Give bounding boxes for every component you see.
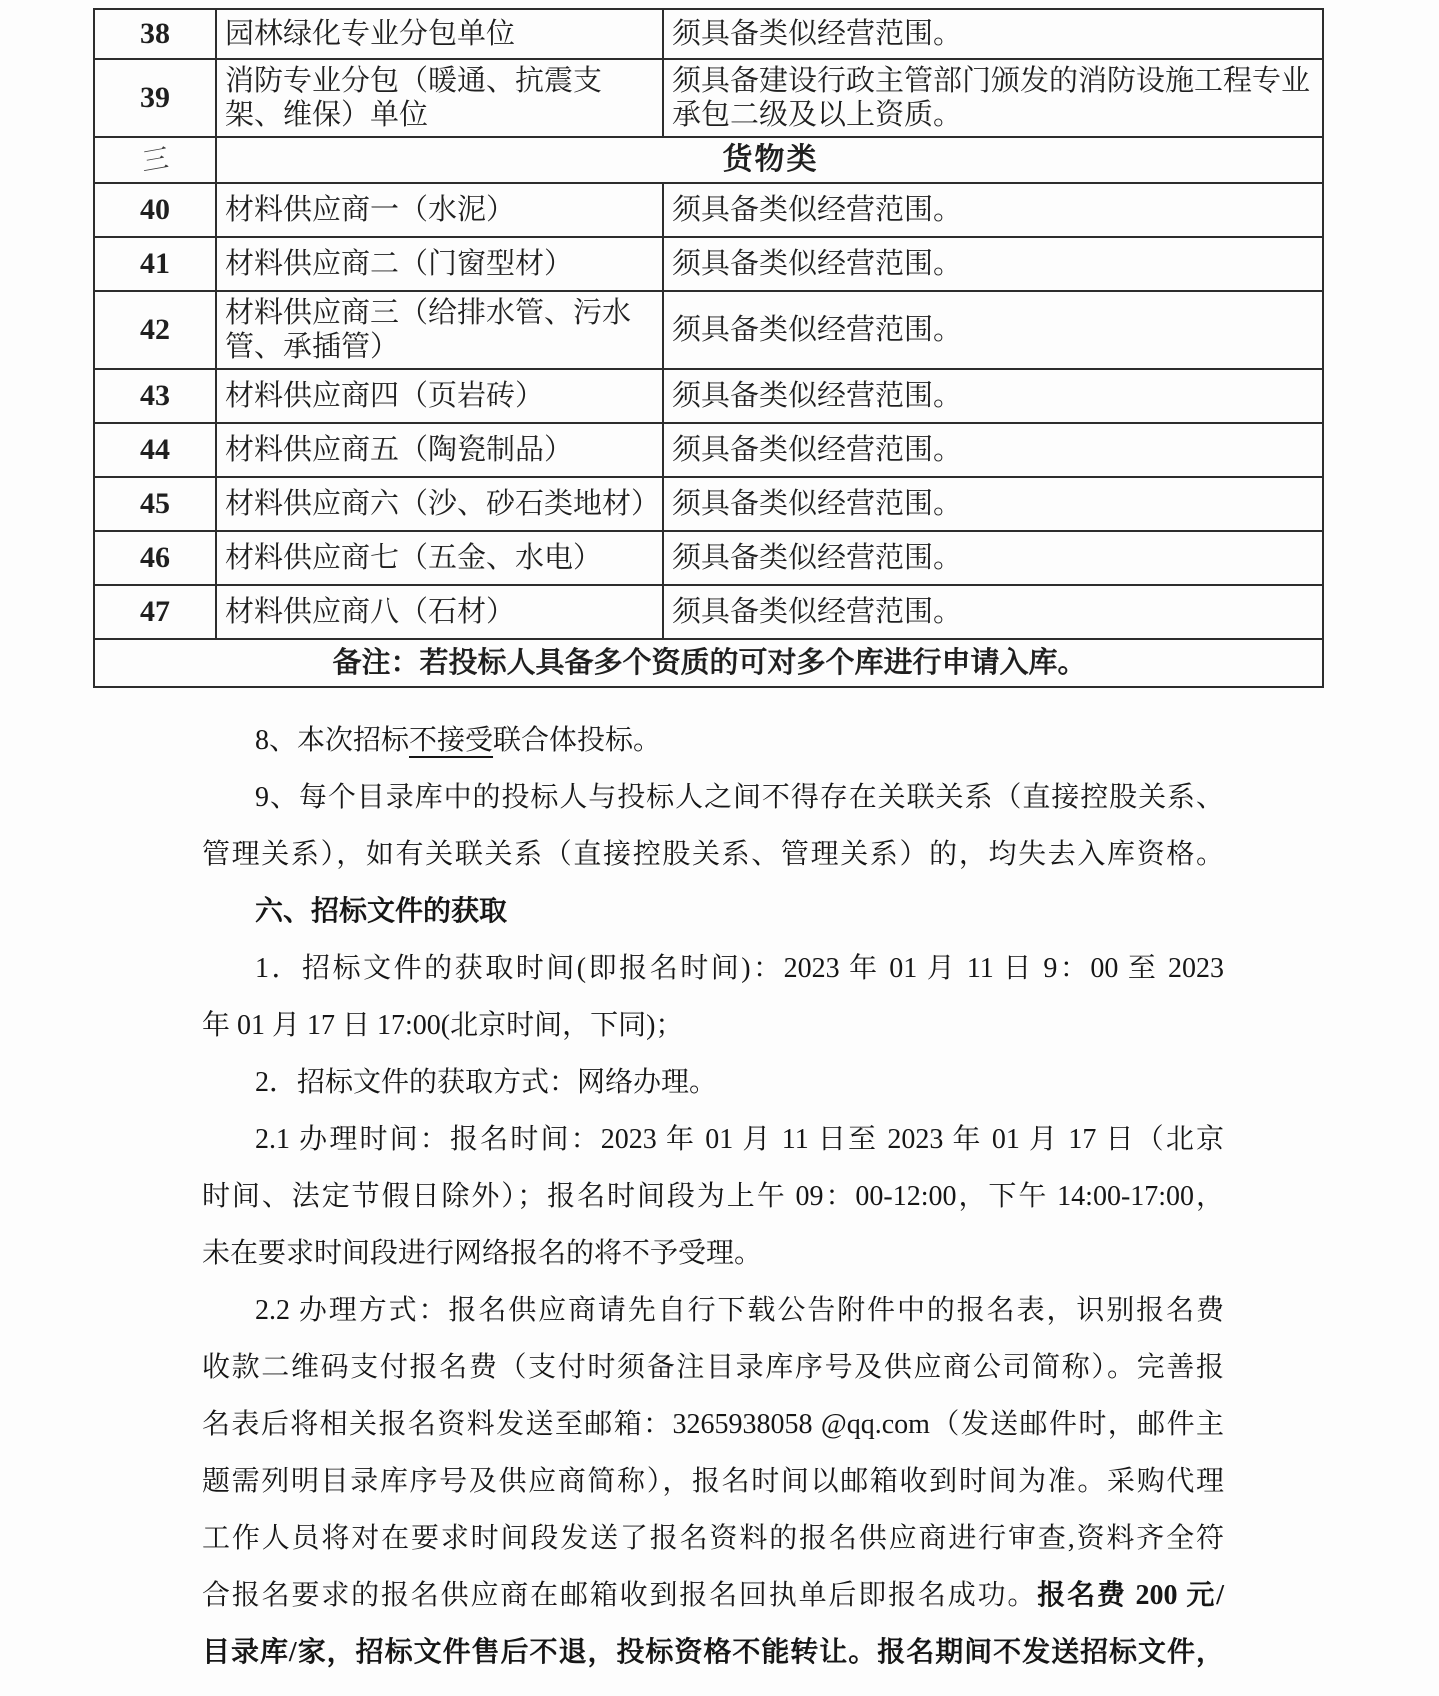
table-row bbox=[94, 477, 1323, 531]
text-line bbox=[202, 826, 1224, 883]
row-requirement-cell: 须具备类似经营范围。 bbox=[663, 183, 1323, 237]
table-row bbox=[94, 183, 1323, 237]
text-line bbox=[202, 1282, 1224, 1339]
text-line bbox=[202, 1510, 1224, 1567]
text-line bbox=[202, 712, 1224, 769]
table-row bbox=[94, 639, 1323, 687]
bold-text: 目录库/家，招标文件售后不退，投标资格不能转让。报名期间不发送招标文件， bbox=[202, 1637, 1224, 1668]
row-requirement-cell: 须具备类似经营范围。 bbox=[663, 237, 1323, 291]
row-number-cell: 44 bbox=[94, 423, 216, 477]
row-number-cell: 42 bbox=[94, 291, 216, 369]
row-number-cell: 41 bbox=[94, 237, 216, 291]
row-requirement-cell: 须具备类似经营范围。 bbox=[663, 585, 1323, 639]
text-segment: 1．招标文件的获取时间(即报名时间)：2023 年 01 月 11 日 9：00 至 2023 bbox=[255, 953, 1224, 984]
text-line bbox=[202, 997, 1224, 1054]
text-segment: 时间、法定节假日除外）；报名时间段为上午 09：00-12:00，下午 14:00-17:00， bbox=[202, 1181, 1224, 1212]
qualification-table-body bbox=[94, 9, 1323, 687]
text-line bbox=[202, 1396, 1224, 1453]
row-number-cell: 47 bbox=[94, 585, 216, 639]
table-row bbox=[94, 369, 1323, 423]
text-segment: 未在要求时间段进行网络报名的将不予受理。 bbox=[202, 1238, 763, 1269]
row-name-cell: 材料供应商三（给排水管、污水管、承插管） bbox=[216, 291, 663, 369]
text-segment: 2.2 办理方式：报名供应商请先自行下载公告附件中的报名表，识别报名费 bbox=[255, 1295, 1224, 1326]
text-segment: 管理关系），如有关联关系（直接控股关系、管理关系）的，均失去入库资格。 bbox=[202, 839, 1224, 870]
notice-body-text bbox=[202, 712, 1224, 1681]
text-line bbox=[202, 883, 1224, 940]
row-name-cell: 材料供应商五（陶瓷制品） bbox=[216, 423, 663, 477]
section-number-cell bbox=[94, 137, 216, 183]
text-segment: 9、每个目录库中的投标人与投标人之间不得存在关联关系（直接控股关系、 bbox=[255, 782, 1224, 813]
text-line bbox=[202, 1168, 1224, 1225]
row-name-cell: 材料供应商二（门窗型材） bbox=[216, 237, 663, 291]
row-name-cell: 材料供应商四（页岩砖） bbox=[216, 369, 663, 423]
table-row bbox=[94, 237, 1323, 291]
row-requirement-cell: 须具备建设行政主管部门颁发的消防设施工程专业承包二级及以上资质。 bbox=[663, 59, 1323, 137]
row-name-cell: 材料供应商六（沙、砂石类地材） bbox=[216, 477, 663, 531]
table-row bbox=[94, 291, 1323, 369]
table-row bbox=[94, 59, 1323, 137]
text-segment: 题需列明目录库序号及供应商简称），报名时间以邮箱收到时间为准。采购代理 bbox=[202, 1466, 1224, 1497]
row-number-cell: 45 bbox=[94, 477, 216, 531]
text-segment: 收款二维码支付报名费（支付时须备注目录库序号及供应商公司简称）。完善报 bbox=[202, 1352, 1224, 1383]
row-name-cell: 材料供应商八（石材） bbox=[216, 585, 663, 639]
text-segment: 联合体投标。 bbox=[493, 725, 662, 756]
text-segment: 2.1 办理时间：报名时间：2023 年 01 月 11 日至 2023 年 01 月 17 日（北京 bbox=[255, 1124, 1224, 1155]
text-line bbox=[202, 1567, 1224, 1624]
text-line bbox=[202, 1225, 1224, 1282]
row-requirement-cell: 须具备类似经营范围。 bbox=[663, 369, 1323, 423]
row-name-cell: 材料供应商一（水泥） bbox=[216, 183, 663, 237]
table-row bbox=[94, 585, 1323, 639]
row-number-cell: 40 bbox=[94, 183, 216, 237]
section-label-cell: 货物类 bbox=[216, 137, 1323, 183]
row-requirement-cell: 须具备类似经营范围。 bbox=[663, 291, 1323, 369]
row-requirement-cell: 须具备类似经营范围。 bbox=[663, 9, 1323, 59]
qualification-table bbox=[93, 8, 1324, 688]
text-segment: 合报名要求的报名供应商在邮箱收到报名回执单后即报名成功。 bbox=[202, 1580, 1038, 1611]
text-line bbox=[202, 1453, 1224, 1510]
text-segment: 8、本次招标 bbox=[255, 725, 410, 756]
row-number-cell: 46 bbox=[94, 531, 216, 585]
text-line bbox=[202, 1624, 1224, 1681]
row-number-cell: 38 bbox=[94, 9, 216, 59]
row-number-cell: 43 bbox=[94, 369, 216, 423]
text-segment: 名表后将相关报名资料发送至邮箱：3265938058 @qq.com（发送邮件时，邮件主 bbox=[202, 1409, 1224, 1440]
row-requirement-cell: 须具备类似经营范围。 bbox=[663, 423, 1323, 477]
underlined-text: 不接受 bbox=[409, 725, 494, 756]
row-requirement-cell: 须具备类似经营范围。 bbox=[663, 477, 1323, 531]
table-row bbox=[94, 137, 1323, 183]
row-name-cell: 园林绿化专业分包单位 bbox=[216, 9, 663, 59]
text-segment: 六、招标文件的获取 bbox=[255, 896, 508, 927]
text-line bbox=[202, 940, 1224, 997]
row-name-cell: 材料供应商七（五金、水电） bbox=[216, 531, 663, 585]
table-row bbox=[94, 9, 1323, 59]
text-segment: 年 01 月 17 日 17:00(北京时间，下同)； bbox=[202, 1010, 684, 1041]
table-note-cell: 备注：若投标人具备多个资质的可对多个库进行申请入库。 bbox=[94, 639, 1323, 687]
text-line bbox=[202, 1339, 1224, 1396]
row-requirement-cell: 须具备类似经营范围。 bbox=[663, 531, 1323, 585]
section-number: 三 bbox=[140, 142, 170, 178]
text-line bbox=[202, 1054, 1224, 1111]
bold-text: 报名费 200 元/ bbox=[1037, 1580, 1224, 1611]
table-row bbox=[94, 531, 1323, 585]
text-segment: 工作人员将对在要求时间段发送了报名资料的报名供应商进行审查,资料齐全符 bbox=[202, 1523, 1224, 1554]
row-name-cell: 消防专业分包（暖通、抗震支架、维保）单位 bbox=[216, 59, 663, 137]
row-number-cell: 39 bbox=[94, 59, 216, 137]
table-row bbox=[94, 423, 1323, 477]
text-line bbox=[202, 1111, 1224, 1168]
text-segment: 2．招标文件的获取方式：网络办理。 bbox=[255, 1067, 718, 1098]
text-line bbox=[202, 769, 1224, 826]
